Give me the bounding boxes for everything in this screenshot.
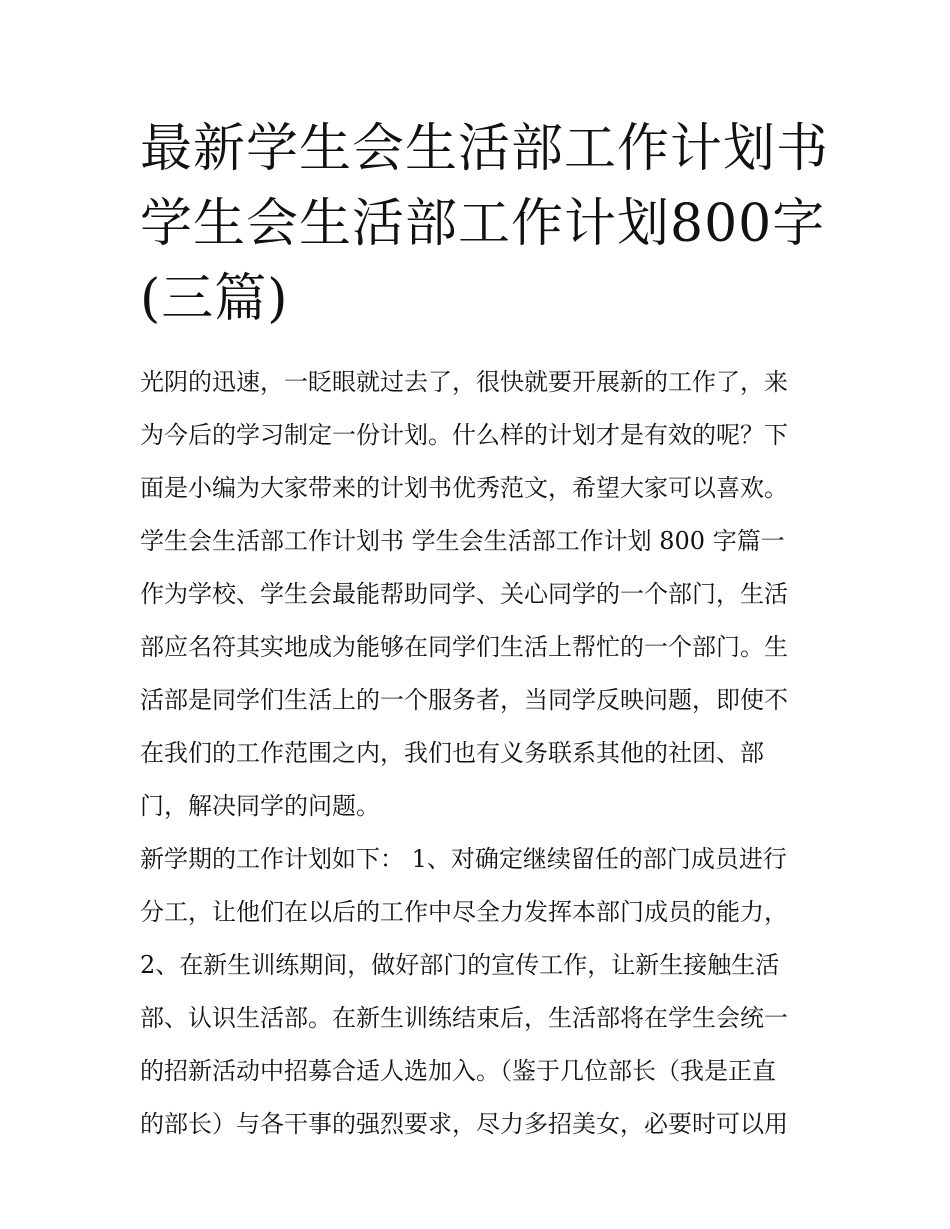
document-title bbox=[140, 112, 830, 337]
title-line-3: (三篇) bbox=[140, 269, 289, 329]
body-line: 在我们的工作范围之内，我们也有义务联系其他的社团、部 bbox=[140, 739, 764, 767]
body-line: 部应名符其实地成为能够在同学们生活上帮忙的一个部门。生 bbox=[140, 633, 788, 661]
body-line: 的招新活动中招募合适人选加入。（鉴于几位部长（我是正直 bbox=[140, 1057, 776, 1085]
body-line: 新学期的工作计划如下： 1、对确定继续留任的部门成员进行 bbox=[140, 845, 787, 873]
body-line: 光阴的迅速，一眨眼就过去了，很快就要开展新的工作了，来 bbox=[140, 368, 788, 396]
body-line: 部、认识生活部。在新生训练结束后，生活部将在学生会统一 bbox=[140, 1004, 788, 1032]
body-line: 活部是同学们生活上的一个服务者，当同学反映问题，即使不 bbox=[140, 686, 788, 714]
title-line-2: 学生会生活部工作计划800字 bbox=[140, 194, 826, 254]
document-body bbox=[140, 356, 820, 1151]
body-line: 为今后的学习制定一份计划。什么样的计划才是有效的呢？下 bbox=[140, 421, 788, 449]
body-line: 分工，让他们在以后的工作中尽全力发挥本部门成员的能力， bbox=[140, 898, 788, 926]
body-line: 门，解决同学的问题。 bbox=[140, 792, 380, 820]
body-line: 面是小编为大家带来的计划书优秀范文，希望大家可以喜欢。 bbox=[140, 474, 788, 502]
section-heading: 学生会生活部工作计划书 学生会生活部工作计划 800 字篇一 bbox=[140, 527, 785, 555]
title-line-1: 最新学生会生活部工作计划书 bbox=[140, 119, 830, 179]
body-line: 2、在新生训练期间，做好部门的宣传工作，让新生接触生活 bbox=[140, 951, 780, 979]
body-line: 的部长）与各干事的强烈要求，尽力多招美女，必要时可以用 bbox=[140, 1110, 788, 1138]
body-line: 作为学校、学生会最能帮助同学、关心同学的一个部门，生活 bbox=[140, 580, 788, 608]
